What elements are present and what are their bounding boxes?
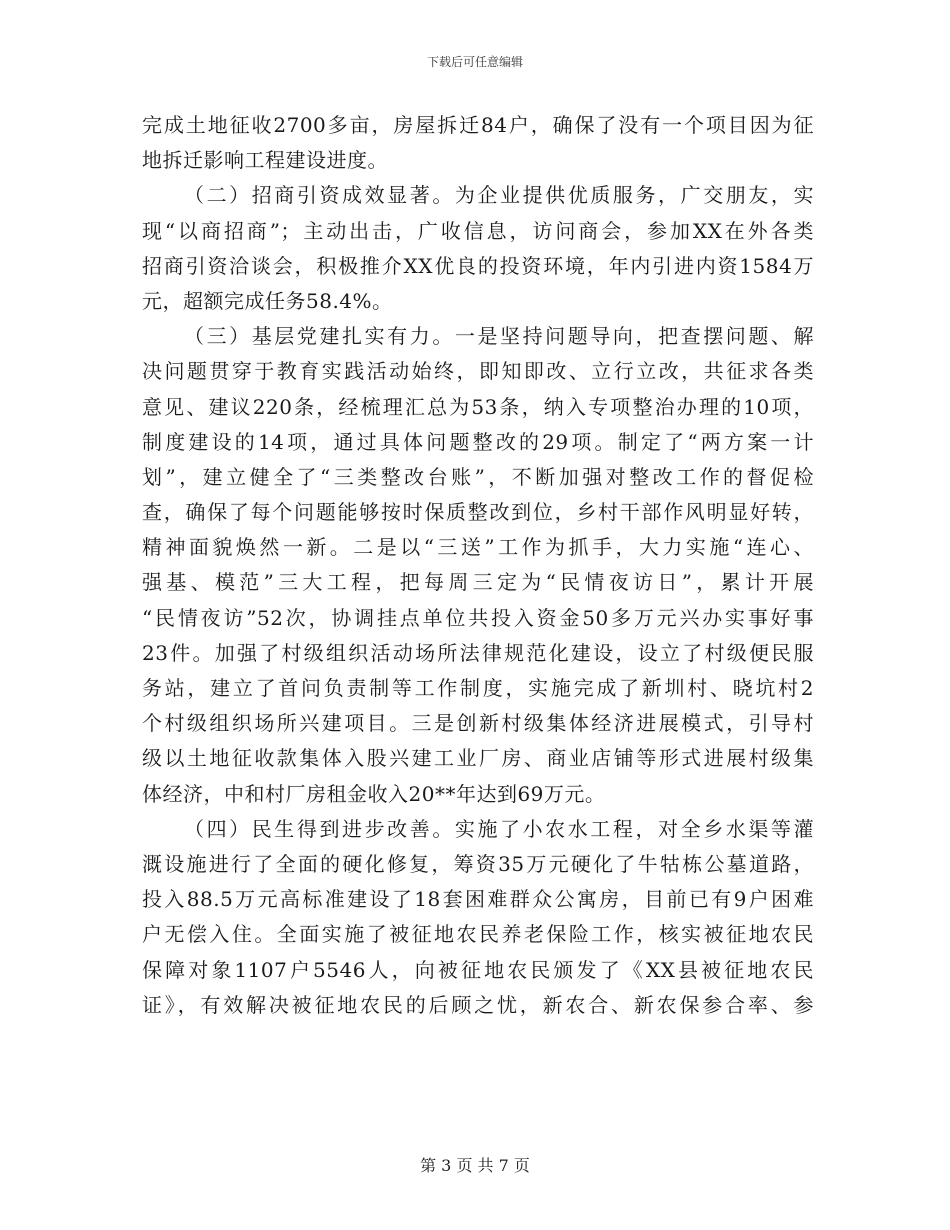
body-line: 溉设施进行了全面的硬化修复，筹资35万元硬化了牛牯栋公墓道路， — [142, 851, 814, 876]
body-line: 元，超额完成任务58.4%。 — [142, 288, 393, 313]
body-line: 体经济，中和村厂房租金收入20**年达到69万元。 — [142, 781, 606, 806]
body-line: 制度建设的14项，通过具体问题整改的29项。制定了“两方案一计 — [142, 429, 814, 454]
body-text — [142, 108, 814, 1023]
body-line: 现“以商招商”；主动出击，广收信息，访问商会，参加XX在外各类 — [142, 218, 814, 243]
page-header: 下载后可任意编辑 — [426, 55, 523, 69]
body-line: （二）招商引资成效显著。为企业提供优质服务，广交朋友，实 — [184, 183, 814, 208]
body-line: 精神面貌焕然一新。二是以“三送”工作为抓手，大力实施“连心、 — [142, 535, 814, 560]
body-line: 务站，建立了首问负责制等工作制度，实施完成了新圳村、晓坑村2 — [142, 676, 814, 700]
body-line: 划”，建立健全了“三类整改台账”，不断加强对整改工作的督促检 — [142, 464, 814, 489]
body-line: “民情夜访”52次，协调挂点单位共投入资金50多万元兴办实事好事 — [142, 605, 814, 630]
body-line: 意见、建议220条，经梳理汇总为53条，纳入专项整治办理的10项， — [142, 394, 814, 419]
body-line: （三）基层党建扎实有力。一是坚持问题导向，把查摆问题、解 — [184, 324, 814, 349]
body-line: （四）民生得到进步改善。实施了小农水工程，对全乡水渠等灌 — [184, 816, 814, 841]
body-line: 决问题贯穿于教育实践活动始终，即知即改、立行立改，共征求各类 — [142, 359, 814, 384]
body-line: 户无偿入住。全面实施了被征地农民养老保险工作，核实被征地农民 — [142, 922, 814, 947]
body-line: 地拆迁影响工程建设进度。 — [142, 148, 388, 173]
body-line: 23件。加强了村级组织活动场所法律规范化建设，设立了村级便民服 — [142, 640, 814, 665]
body-line: 个村级组织场所兴建项目。三是创新村级集体经济进展模式，引导村 — [142, 711, 814, 736]
body-line: 投入88.5万元高标准建设了18套困难群众公寓房，目前已有9户困难 — [142, 887, 814, 912]
body-line: 保障对象1107户5546人，向被征地农民颁发了《XX县被征地农民 — [142, 957, 814, 982]
body-line: 强基、模范”三大工程，把每周三定为“民情夜访日”，累计开展 — [142, 570, 814, 595]
page-number: 第 3 页 共 7 页 — [420, 1156, 530, 1175]
body-line: 招商引资洽谈会，积极推介XX优良的投资环境，年内引进内资1584万 — [142, 253, 814, 278]
body-line: 证》，有效解决被征地农民的后顾之忧，新农合、新农保参合率、参 — [142, 992, 814, 1017]
body-line: 查，确保了每个问题能够按时保质整改到位，乡村干部作风明显好转， — [142, 500, 814, 525]
body-line: 级以土地征收款集体入股兴建工业厂房、商业店铺等形式进展村级集 — [142, 746, 814, 771]
body-line: 完成土地征收2700多亩，房屋拆迁84户，确保了没有一个项目因为征 — [142, 113, 814, 137]
